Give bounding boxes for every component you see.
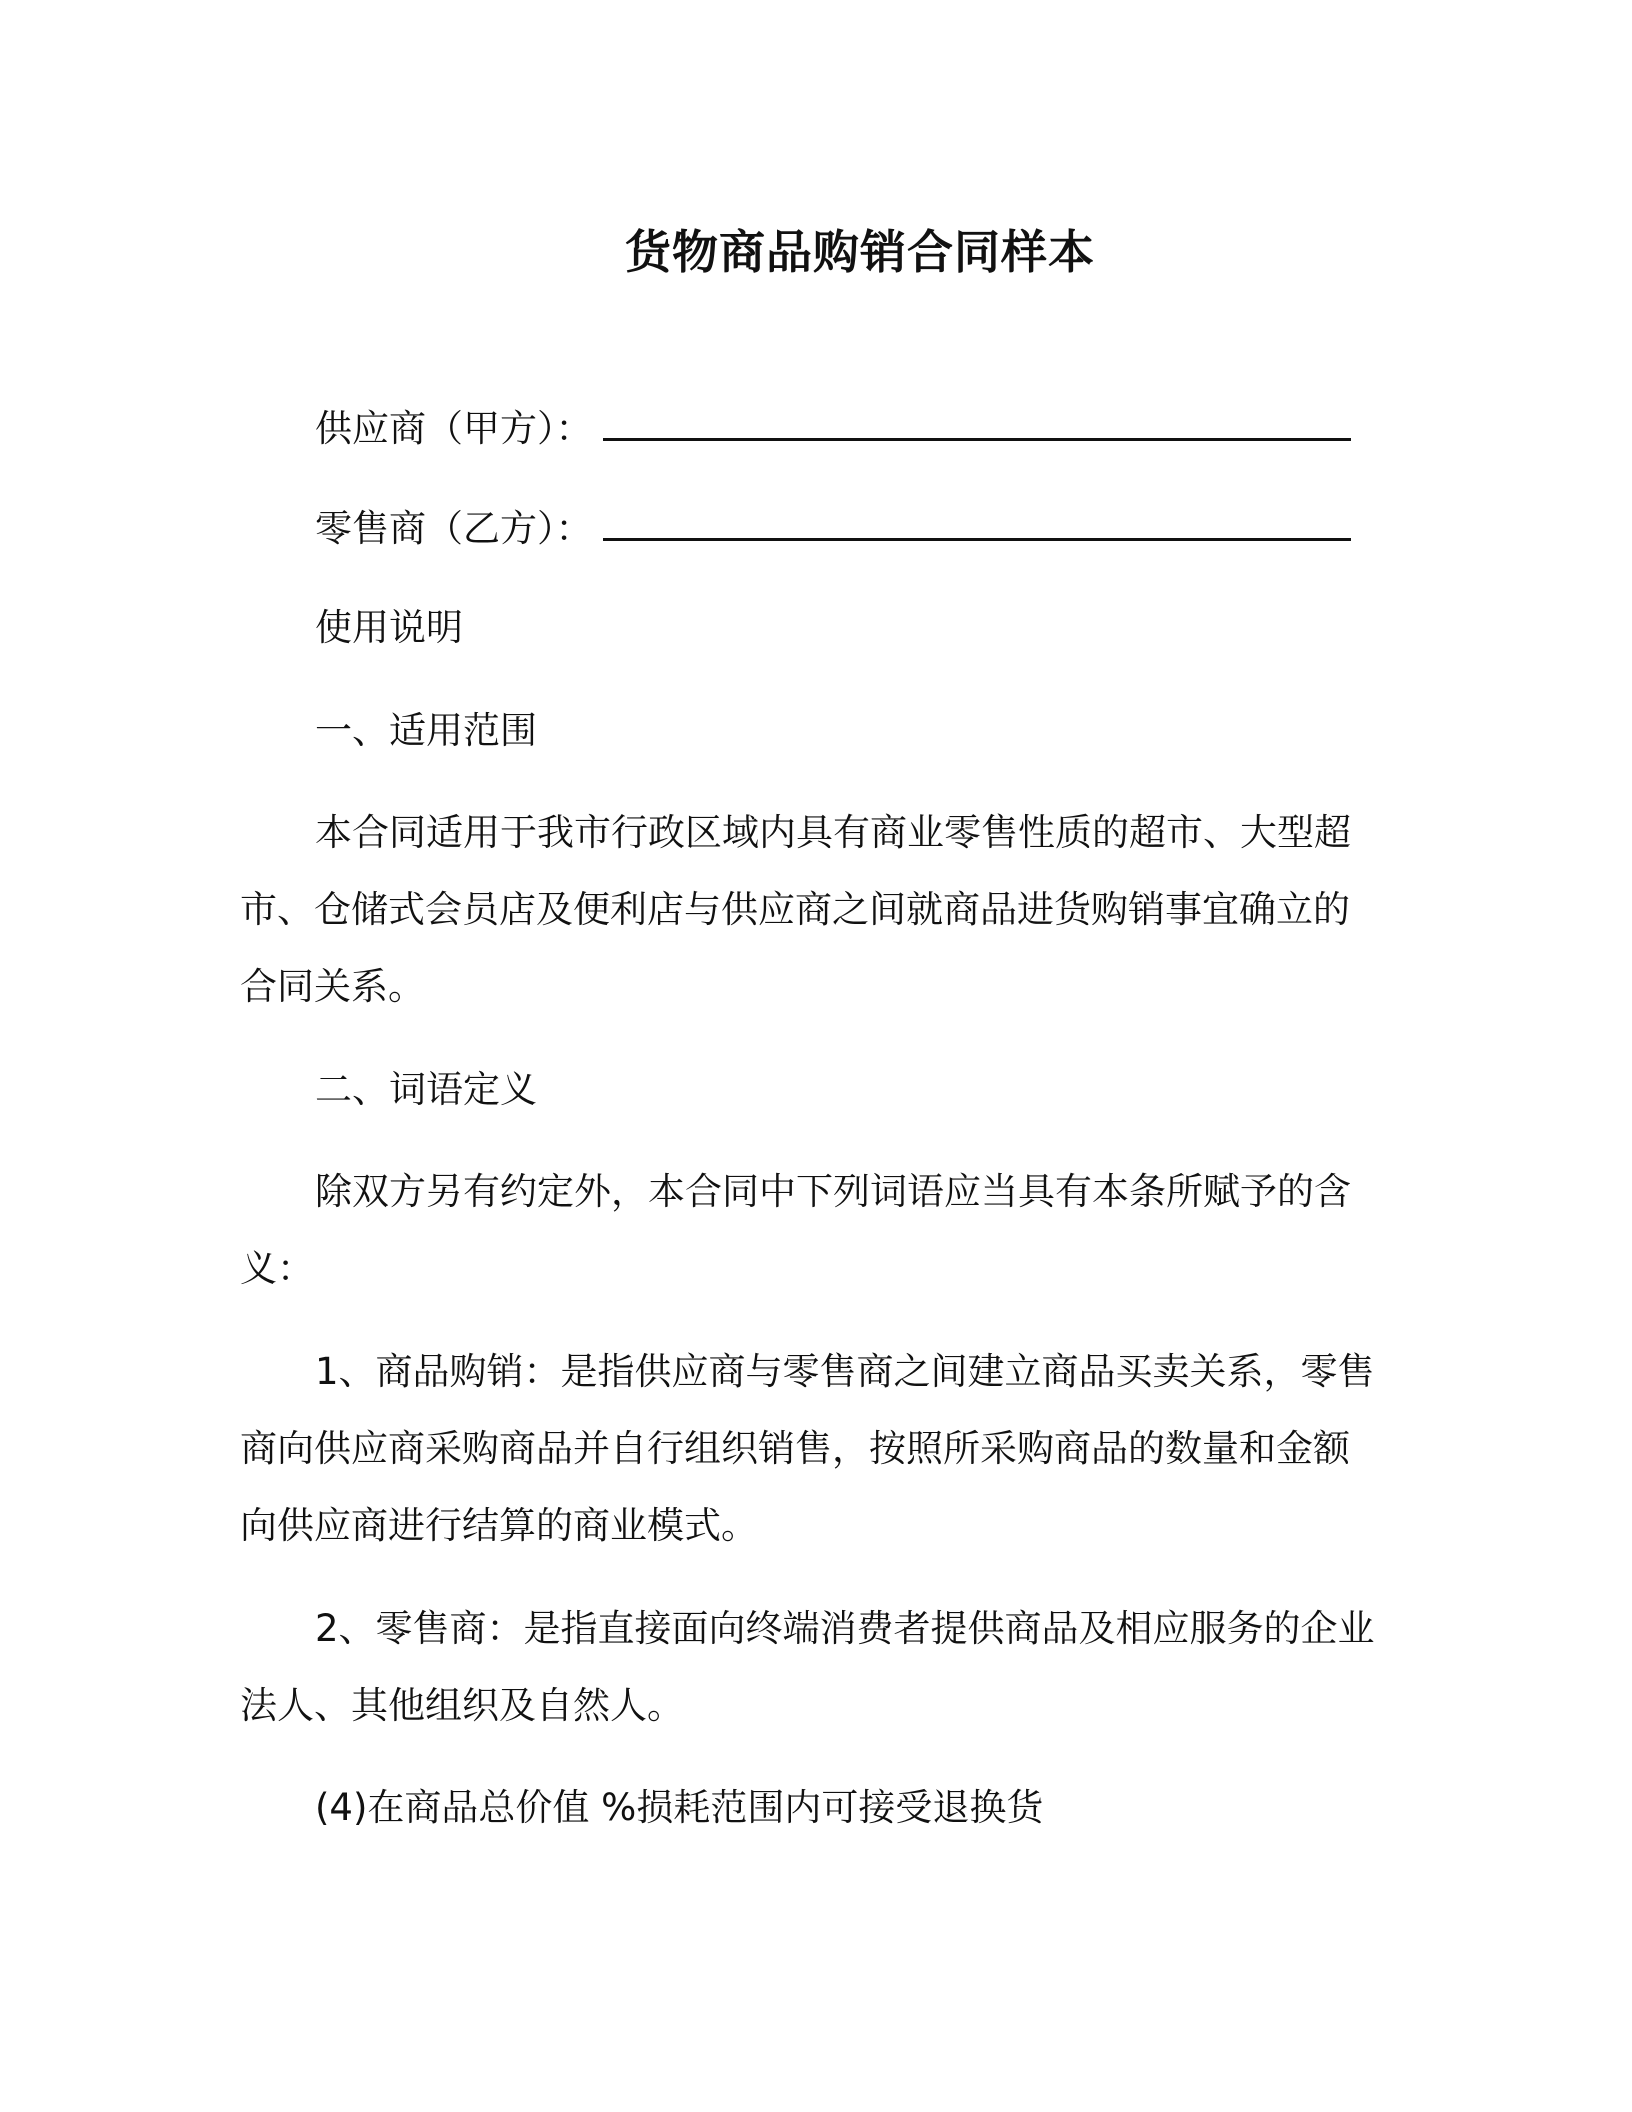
clause-4: (4)在商品总价值 %损耗范围内可接受退换货 bbox=[315, 1786, 1044, 1829]
definition1-line: 向供应商进行结算的商业模式。 bbox=[240, 1504, 758, 1547]
definition1-line: 商向供应商采购商品并自行组织销售，按照所采购商品的数量和金额 bbox=[240, 1427, 1350, 1470]
section1-heading: 一、适用范围 bbox=[315, 709, 537, 752]
usage-heading: 使用说明 bbox=[315, 606, 463, 649]
retailer-field bbox=[315, 505, 1351, 553]
section1-line: 市、仓储式会员店及便利店与供应商之间就商品进货购销事宜确立的 bbox=[240, 888, 1350, 931]
supplier-label: 供应商（甲方）： bbox=[315, 407, 593, 450]
supplier-blank-line bbox=[603, 434, 1351, 441]
section2-intro-line: 义： bbox=[240, 1247, 314, 1290]
retailer-label: 零售商（乙方）： bbox=[315, 507, 593, 550]
section1-line: 合同关系。 bbox=[240, 965, 425, 1008]
section2-heading: 二、词语定义 bbox=[315, 1068, 537, 1111]
section2-intro-line: 除双方另有约定外，本合同中下列词语应当具有本条所赋予的含 bbox=[315, 1170, 1351, 1213]
definition2-line: 2、零售商：是指直接面向终端消费者提供商品及相应服务的企业 bbox=[315, 1607, 1375, 1650]
supplier-field bbox=[315, 405, 1351, 453]
retailer-blank-line bbox=[603, 534, 1351, 541]
document-title: 货物商品购销合同样本 bbox=[625, 225, 1095, 279]
section1-line: 本合同适用于我市行政区域内具有商业零售性质的超市、大型超 bbox=[315, 811, 1351, 854]
definition2-line: 法人、其他组织及自然人。 bbox=[240, 1684, 684, 1727]
definition1-line: 1、商品购销：是指供应商与零售商之间建立商品买卖关系，零售 bbox=[315, 1350, 1375, 1393]
